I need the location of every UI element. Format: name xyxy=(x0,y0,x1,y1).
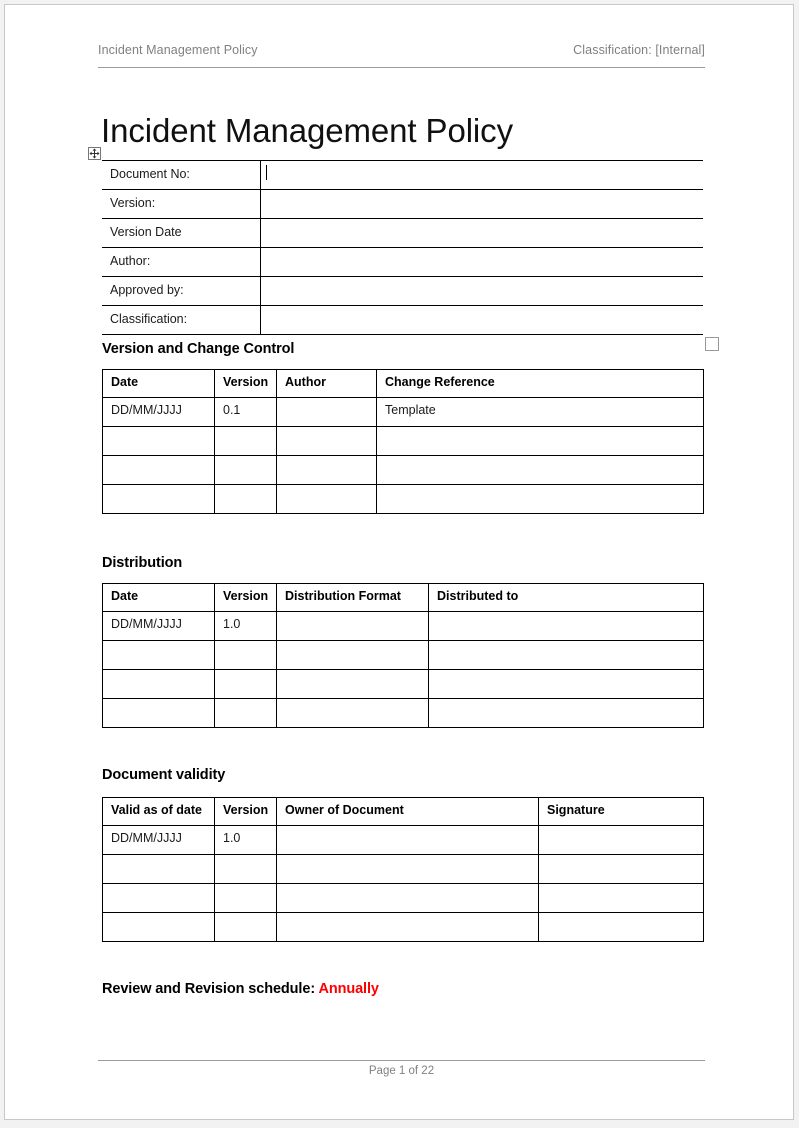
table-row[interactable] xyxy=(103,456,704,485)
metadata-label-version: Version: xyxy=(102,190,260,219)
cell-change-reference[interactable] xyxy=(377,456,704,485)
section-heading-document-validity: Document validity xyxy=(102,767,226,783)
cell-owner-of-document[interactable] xyxy=(277,855,539,884)
cell-date[interactable] xyxy=(103,485,215,514)
cell-valid-as-of-date[interactable] xyxy=(103,884,215,913)
column-header-change-reference: Change Reference xyxy=(377,370,704,398)
cell-version[interactable] xyxy=(215,485,277,514)
section-heading-version-control: Version and Change Control xyxy=(102,341,295,357)
table-move-handle-icon[interactable] xyxy=(88,147,101,160)
table-header-row xyxy=(103,584,704,612)
document-validity-table[interactable] xyxy=(102,797,704,942)
cell-change-reference[interactable] xyxy=(377,485,704,514)
metadata-label-author: Author: xyxy=(102,248,260,277)
cell-distribution-format[interactable] xyxy=(277,612,429,641)
column-header-distributed-to: Distributed to xyxy=(429,584,704,612)
review-value: Annually xyxy=(318,981,379,997)
cell-date[interactable]: DD/MM/JJJJ xyxy=(103,612,215,641)
cell-date[interactable] xyxy=(103,427,215,456)
cell-date[interactable]: DD/MM/JJJJ xyxy=(103,398,215,427)
column-header-version: Version xyxy=(215,370,277,398)
text-caret xyxy=(266,165,267,180)
column-header-date: Date xyxy=(103,584,215,612)
page-title: Incident Management Policy xyxy=(101,112,513,149)
footer-divider xyxy=(98,1060,705,1061)
metadata-label-version-date: Version Date xyxy=(102,219,260,248)
cell-version[interactable] xyxy=(215,670,277,699)
metadata-label-document-no: Document No: xyxy=(102,161,260,190)
cell-version[interactable]: 1.0 xyxy=(215,612,277,641)
cell-distribution-format[interactable] xyxy=(277,641,429,670)
column-header-owner-of-document: Owner of Document xyxy=(277,798,539,826)
cell-owner-of-document[interactable] xyxy=(277,884,539,913)
table-row[interactable] xyxy=(102,306,703,335)
table-row[interactable] xyxy=(103,855,704,884)
section-heading-distribution: Distribution xyxy=(102,555,183,571)
cell-change-reference[interactable] xyxy=(377,427,704,456)
table-row[interactable] xyxy=(103,398,704,427)
table-resize-handle-icon[interactable] xyxy=(705,337,719,351)
cell-version[interactable] xyxy=(215,699,277,728)
cell-date[interactable] xyxy=(103,670,215,699)
cell-date[interactable] xyxy=(103,699,215,728)
column-header-signature: Signature xyxy=(539,798,704,826)
cell-version[interactable] xyxy=(215,884,277,913)
table-header-row xyxy=(103,798,704,826)
column-header-valid-as-of-date: Valid as of date xyxy=(103,798,215,826)
distribution-table[interactable] xyxy=(102,583,704,728)
cell-valid-as-of-date[interactable] xyxy=(103,913,215,942)
metadata-value-version[interactable] xyxy=(260,190,703,219)
cell-signature[interactable] xyxy=(539,884,704,913)
cell-author[interactable] xyxy=(277,456,377,485)
cell-change-reference[interactable]: Template xyxy=(377,398,704,427)
cell-version[interactable] xyxy=(215,427,277,456)
cell-signature[interactable] xyxy=(539,826,704,855)
column-header-date: Date xyxy=(103,370,215,398)
header-right-classification: Classification: [Internal] xyxy=(573,43,705,57)
cell-distributed-to[interactable] xyxy=(429,612,704,641)
metadata-value-approved-by[interactable] xyxy=(260,277,703,306)
metadata-value-version-date[interactable] xyxy=(260,219,703,248)
column-header-version: Version xyxy=(215,584,277,612)
table-row[interactable] xyxy=(103,485,704,514)
column-header-distribution-format: Distribution Format xyxy=(277,584,429,612)
table-row[interactable] xyxy=(103,826,704,855)
cell-owner-of-document[interactable] xyxy=(277,913,539,942)
cell-author[interactable] xyxy=(277,398,377,427)
table-row[interactable] xyxy=(103,913,704,942)
metadata-value-classification[interactable] xyxy=(260,306,703,335)
cell-distributed-to[interactable] xyxy=(429,699,704,728)
document-header xyxy=(98,43,705,57)
cell-signature[interactable] xyxy=(539,913,704,942)
cell-version[interactable]: 1.0 xyxy=(215,826,277,855)
metadata-label-classification: Classification: xyxy=(102,306,260,335)
cell-date[interactable] xyxy=(103,456,215,485)
column-header-author: Author xyxy=(277,370,377,398)
table-header-row xyxy=(103,370,704,398)
document-page xyxy=(4,4,794,1120)
metadata-label-approved-by: Approved by: xyxy=(102,277,260,306)
cell-author[interactable] xyxy=(277,485,377,514)
header-divider xyxy=(98,67,705,68)
footer-page-number: Page 1 of 22 xyxy=(368,1065,435,1077)
header-left-text: Incident Management Policy xyxy=(98,43,258,57)
metadata-value-document-no[interactable] xyxy=(260,161,703,190)
table-row[interactable] xyxy=(102,161,703,190)
table-row[interactable] xyxy=(102,219,703,248)
document-metadata-table[interactable] xyxy=(102,160,703,335)
table-row[interactable] xyxy=(102,248,703,277)
column-header-version: Version xyxy=(215,798,277,826)
cell-owner-of-document[interactable] xyxy=(277,826,539,855)
cell-signature[interactable] xyxy=(539,855,704,884)
review-revision-schedule xyxy=(102,981,379,997)
cell-version[interactable] xyxy=(215,913,277,942)
cell-distributed-to[interactable] xyxy=(429,670,704,699)
table-row[interactable] xyxy=(103,612,704,641)
cell-distribution-format[interactable] xyxy=(277,699,429,728)
table-row[interactable] xyxy=(103,884,704,913)
table-row[interactable] xyxy=(103,427,704,456)
cell-version[interactable] xyxy=(215,641,277,670)
cell-version[interactable] xyxy=(215,855,277,884)
cell-version[interactable] xyxy=(215,456,277,485)
version-change-control-table[interactable] xyxy=(102,369,704,514)
cell-valid-as-of-date[interactable] xyxy=(103,855,215,884)
cell-valid-as-of-date[interactable]: DD/MM/JJJJ xyxy=(103,826,215,855)
cell-author[interactable] xyxy=(277,427,377,456)
table-row[interactable] xyxy=(102,190,703,219)
review-label: Review and Revision schedule: xyxy=(102,981,316,997)
cell-version[interactable]: 0.1 xyxy=(215,398,277,427)
table-row[interactable] xyxy=(102,277,703,306)
cell-date[interactable] xyxy=(103,641,215,670)
cell-distributed-to[interactable] xyxy=(429,641,704,670)
cell-distribution-format[interactable] xyxy=(277,670,429,699)
table-row[interactable] xyxy=(103,670,704,699)
metadata-value-author[interactable] xyxy=(260,248,703,277)
table-row[interactable] xyxy=(103,641,704,670)
table-row[interactable] xyxy=(103,699,704,728)
